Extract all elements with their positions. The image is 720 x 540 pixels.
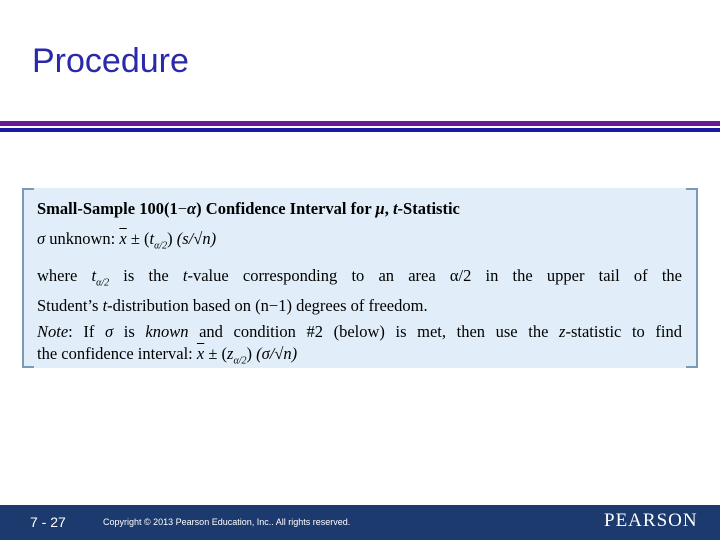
left-bracket [22,188,34,368]
pearson-logo: PEARSON [604,510,698,531]
where-line: where $t_{\alpha/2}$ is the t-value corresponding to an area α/2 in the upper tail of the [37,266,683,289]
slide-title: Procedure [32,42,189,80]
note-line: Note: If σ is known and condition #2 (below) is met, then use the z-statistic to find [37,321,683,341]
header-rule-blue [0,128,720,132]
right-bracket [686,188,698,368]
footer-bar [0,505,720,540]
ci-line: the confidence interval: $\overline{x} \pm (z_{\alpha/2})$ (σ/√n) [37,343,298,366]
page-number: 7 - 27 [30,514,66,530]
student-line: Student’s t-distribution based on (n−1) degrees of freedom. [37,295,428,315]
copyright-notice: Copyright © 2013 Pearson Education, Inc.. All rights reserved. [103,517,351,527]
definition-heading: Small-Sample 100(1−α) Confidence Interval for μ, t-Statistic [37,199,460,218]
definition-content [37,198,682,372]
formula-line: σ unknown: $\overline{x} \pm (t_{\alpha/2})$ (s/√n) [37,229,217,252]
